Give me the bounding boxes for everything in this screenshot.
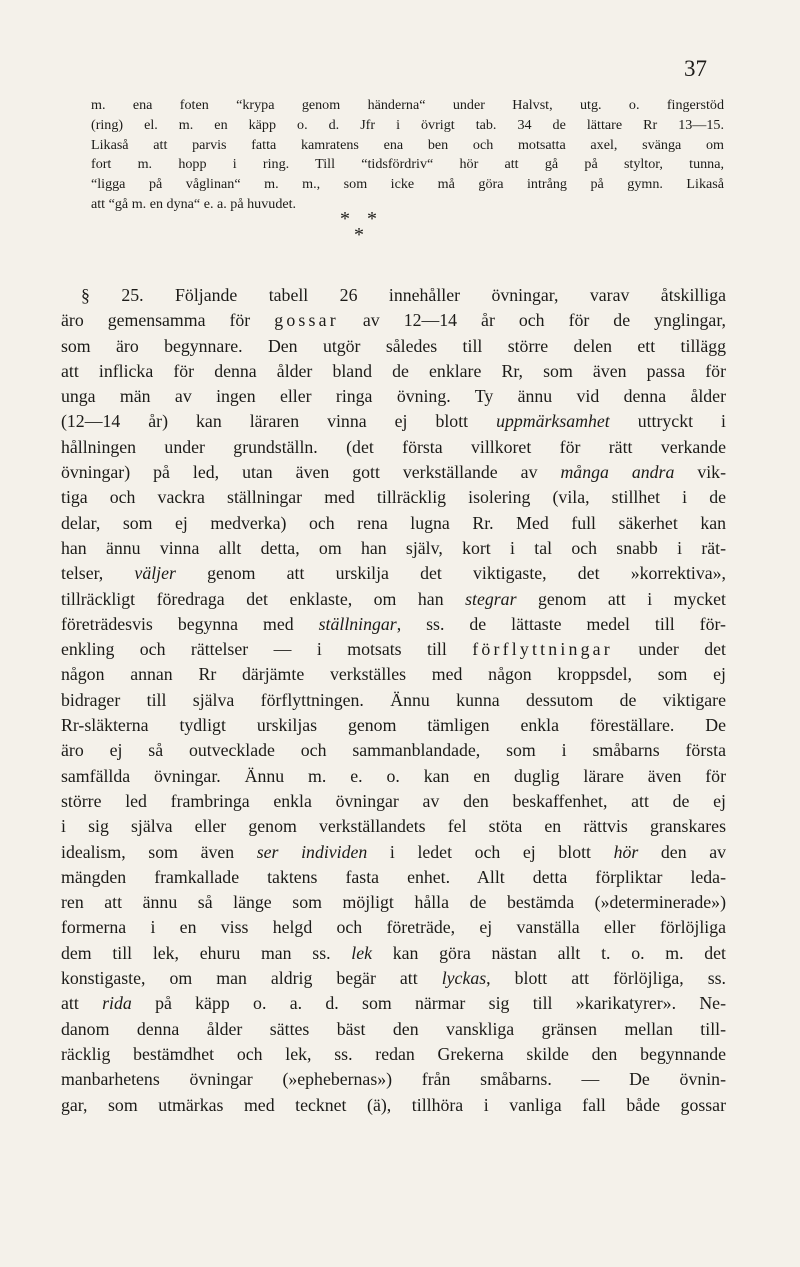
paragraph-line: mängden framkallade taktens fasta enhet. Allt detta förpliktar leda- bbox=[61, 866, 726, 887]
emphasis-italic: stegrar bbox=[465, 588, 517, 609]
emphasis-spaced: förflyttningar bbox=[472, 639, 613, 660]
paragraph-line: danom denna ålder sättes bäst den vanskliga gränsen mellan till- bbox=[61, 1018, 726, 1039]
paragraph-line: någon annan Rr därjämte verkställes med någon kroppsdel, som ej bbox=[61, 664, 726, 685]
paragraph-line: bidrager till själva förflyttningen. Ännu kunna dessutom de viktigare bbox=[61, 689, 726, 710]
paragraph-line: formerna i en viss helgd och företräde, ej vanställa eller förlöjliga bbox=[61, 917, 726, 938]
small-text-line: att “gå m. en dyna“ e. a. på huvudet. bbox=[91, 195, 297, 212]
continued-text-block bbox=[91, 96, 724, 215]
section-25-paragraph bbox=[61, 283, 726, 1118]
emphasis-italic: individen bbox=[301, 841, 368, 862]
paragraph-line: äro gemensamma för gossar av 12—14 år och för de ynglingar, bbox=[61, 310, 726, 331]
emphasis-italic: rida bbox=[102, 993, 132, 1014]
emphasis-italic: ställningar bbox=[318, 613, 397, 634]
paragraph-line: äro ej så outvecklade och sammanblandade, som i småbarns första bbox=[61, 740, 726, 761]
paragraph-line: konstigaste, om man aldrig begär att lyckas, blott att förlöjliga, ss. bbox=[61, 968, 726, 989]
asterisk: * bbox=[340, 208, 350, 230]
paragraph-line: hållningen under grundställn. (det första villkoret för rätt verkande bbox=[61, 436, 726, 457]
paragraph-line: samfällda övningar. Ännu m. e. o. kan en duglig lärare även för bbox=[61, 765, 726, 786]
asterisk: * bbox=[354, 224, 364, 246]
emphasis-italic: ser bbox=[256, 841, 279, 862]
asterisk: * bbox=[367, 208, 377, 230]
paragraph-line: gar, som utmärkas med tecknet (ä), tillhöra i vanliga fall både gossar bbox=[61, 1094, 726, 1115]
paragraph-line: § 25. Följande tabell 26 innehåller övningar, varav åtskilliga bbox=[81, 285, 726, 305]
small-text-line: m. ena foten “krypa genom händerna“ under Halvst, utg. o. fingerstöd bbox=[91, 97, 724, 113]
emphasis-italic: lyckas bbox=[441, 968, 487, 989]
paragraph-line: att inflicka för denna ålder bland de enklare Rr, som även passa för bbox=[61, 360, 726, 381]
paragraph-line: dem till lek, ehuru man ss. lek kan göra nästan allt t. o. m. det bbox=[61, 942, 726, 963]
paragraph-line: (12—14 år) kan läraren vinna ej blott uppmärksamhet uttryckt i bbox=[61, 411, 726, 432]
emphasis-italic: hör bbox=[613, 841, 639, 862]
paragraph-line: som äro begynnare. Den utgör således till större delen ett tillägg bbox=[61, 335, 726, 356]
paragraph-line: tillräckligt föredraga det enklaste, om han stegrar genom att i mycket bbox=[61, 588, 726, 609]
paragraph-line: större led frambringa enkla övningar av den beskaffenhet, att de ej bbox=[61, 790, 726, 811]
paragraph-line: i sig själva eller genom verkställandets fel stöta en rättvis granskares bbox=[61, 816, 726, 837]
paragraph-line: telser, väljer genom att urskilja det viktigaste, det »korrektiva», bbox=[61, 563, 726, 584]
paragraph-line: företrädesvis begynna med ställningar, ss. de lättaste medel till för- bbox=[61, 613, 726, 634]
paragraph-line: unga män av ingen eller ringa övning. Ty ännu vid denna ålder bbox=[61, 386, 726, 407]
emphasis-italic: många andra bbox=[560, 462, 675, 483]
paragraph-line: tiga och vackra ställningar med tillräcklig isolering (vila, stillhet i de bbox=[61, 487, 726, 508]
small-text-line: (ring) el. m. en käpp o. d. Jfr i övrigt tab. 34 de lättare Rr 13—15. bbox=[91, 116, 724, 133]
page-number: 37 bbox=[684, 56, 707, 81]
emphasis-italic: väljer bbox=[134, 563, 176, 584]
paragraph-line: räcklig bestämdhet och lek, ss. redan Grekerna skilde den begynnande bbox=[61, 1043, 726, 1064]
section-number: § 25. bbox=[81, 285, 144, 305]
emphasis-italic: lek bbox=[351, 942, 373, 963]
paragraph-line: enkling och rättelser — i motsats till förflyttningar under det bbox=[61, 639, 726, 660]
paragraph-line: manbarhetens övningar (»ephebernas») från småbarns. — De övnin- bbox=[61, 1069, 726, 1090]
paragraph-line: övningar) på led, utan även gott verkställande av många andra vik- bbox=[61, 462, 726, 483]
paragraph-line: ren att ännu så länge som möjligt hålla de bestämda (»determinerade») bbox=[61, 892, 726, 913]
paragraph-line: idealism, som även ser individen i ledet och ej blott hör den av bbox=[61, 841, 726, 862]
small-text-line: “ligga på våglinan“ m. m., som icke må göra intrång på gymn. Likaså bbox=[91, 176, 724, 193]
small-text-line: Likaså att parvis fatta kamratens ena ben och motsatta axel, svänga om bbox=[91, 136, 724, 153]
section-divider-asterism bbox=[340, 208, 460, 250]
paragraph-line: delar, som ej medverka) och rena lugna Rr. Med full säkerhet kan bbox=[61, 512, 726, 533]
emphasis-spaced: gossar bbox=[274, 310, 339, 331]
paragraph-line: att rida på käpp o. a. d. som närmar sig till »karikatyrer». Ne- bbox=[61, 993, 726, 1014]
small-text-line: fort m. hopp i ring. Till “tidsfördriv“ hör att gå på styltor, tunna, bbox=[91, 156, 724, 173]
paragraph-line: Rr-släkterna tydligt urskiljas genom tämligen enkla föreställare. De bbox=[61, 715, 726, 736]
paragraph-line: han ännu vinna allt detta, om han själv, kort i tal och snabb i rät- bbox=[61, 537, 726, 558]
emphasis-italic: uppmärksamhet bbox=[496, 411, 610, 432]
